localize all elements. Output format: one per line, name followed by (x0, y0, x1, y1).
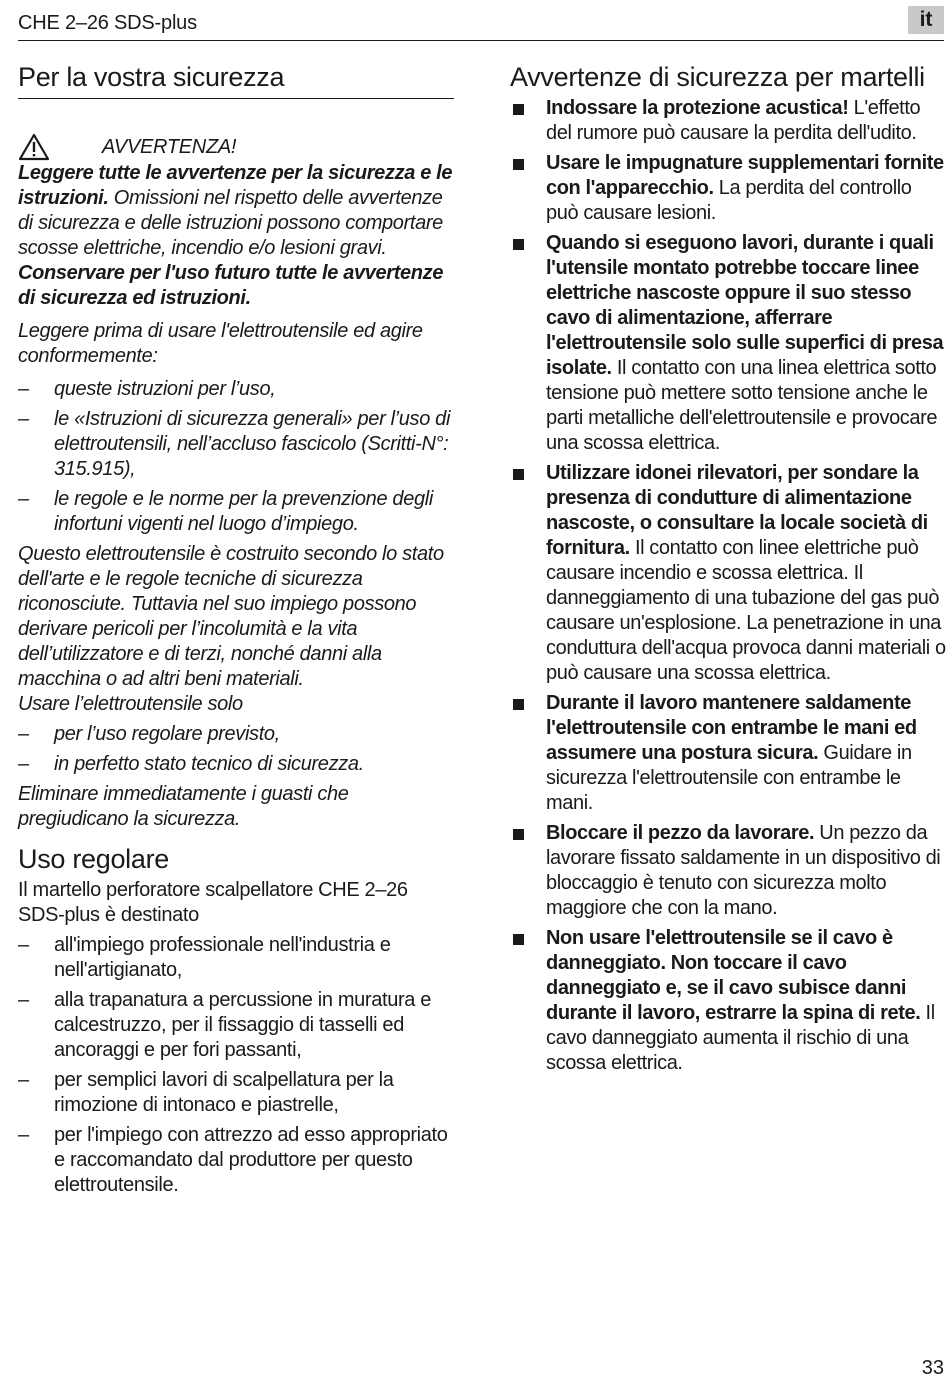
list-item: Usare le impugnature supplementari fornite con l'apparecchio. La perdita del controllo può causare lesioni. (510, 151, 946, 226)
warning-text: Omissioni nel rispetto delle avvertenze di sicurezza e delle istruzioni possono comportare scosse elettriche, incendio e/o lesioni gravi. (18, 187, 443, 259)
list-item: Utilizzare idonei rilevatori, per sondare la presenza di condutture di alimentazione nascoste, o consultare la locale società di fornitura. Il contatto con linee elettriche può causare incendio e scossa elettrica. Il danneggiamento di una tubazione del gas può causare un'esplosione. La penetrazione in una conduttura dell'acqua provoca danni materiali o può causare una scossa elettrica. (510, 461, 946, 686)
bullet-square-icon (513, 934, 524, 945)
list-item: – in perfetto stato tecnico di sicurezza. (18, 753, 364, 775)
list-item: – per l’uso regolare previsto, (18, 723, 280, 745)
warning-paragraph (18, 161, 454, 261)
warning-heading (18, 133, 454, 161)
bullet-square-icon (513, 469, 524, 480)
list-item: – per l'impiego con attrezzo ad esso appropriato e raccomandato dal produttore per questo elettroutensile. (18, 1124, 448, 1196)
left-column (18, 58, 454, 1203)
bullet-square-icon (513, 159, 524, 170)
list-item: Indossare la protezione acustica! L'effetto del rumore può causare la perdita dell'udito. (510, 96, 946, 146)
page-number: 33 (921, 1357, 944, 1379)
section-title-hammer-warnings: Avvertenze di sicurezza per martelli (510, 62, 925, 92)
warning-label: AVVERTENZA! (102, 135, 237, 158)
use-only-text: Usare l’elettroutensile solo (18, 693, 243, 715)
hammer-warnings-list (510, 96, 946, 1076)
right-column (510, 58, 946, 1081)
section-title-intended-use: Uso regolare (18, 844, 169, 874)
list-item: – queste istruzioni per l’uso, (18, 378, 276, 400)
list-item: Bloccare il pezzo da lavorare. Un pezzo da lavorare fissato saldamente in un dispositivo di bloccaggio è tenuto con sicurezza molto maggiore che con la mano. (510, 821, 946, 921)
keep-instructions-text: Conservare per l'uso futuro tutte le avvertenze di sicurezza ed istruzioni. (18, 262, 444, 309)
list-item: Quando si eseguono lavori, durante i quali l'utensile montato potrebbe toccare linee elettriche nascoste oppure il suo stesso cavo di alimentazione, afferrare l'elettroutensile solo sulle superfici di presa isolate. Il contatto con una linea elettrica sotto tensione può mettere sotto tensione anche le parti metalliche dell'elettroutensile e provocare una scossa elettrica. (510, 231, 946, 456)
list-item: – all'impiego professionale nell'industria e nell'artigianato, (18, 934, 391, 981)
list-item: – le «Istruzioni di sicurezza generali» per l’uso di elettroutensili, nell’accluso fascicolo (Scritti-N°: 315.915), (18, 408, 451, 480)
intended-use-intro: Il martello perforatore scalpellatore CHE 2–26 SDS-plus è destinato (18, 879, 408, 926)
document-title: CHE 2–26 SDS-plus (18, 12, 197, 34)
read-list (18, 377, 454, 537)
list-item: – alla trapanatura a percussione in muratura e calcestruzzo, per il fissaggio di tasselli ed ancoraggi e per fori passanti, (18, 989, 432, 1061)
bullet-square-icon (513, 699, 524, 710)
list-item: – per semplici lavori di scalpellatura per la rimozione di intonaco e piastrelle, (18, 1069, 394, 1116)
bullet-square-icon (513, 104, 524, 115)
bullet-square-icon (513, 239, 524, 250)
language-badge: it (908, 6, 944, 34)
warning-bold-text: Leggere tutte le avvertenze per la sicurezza e le istruzioni. (18, 162, 453, 209)
page-header (18, 0, 944, 41)
eliminate-text: Eliminare immediatamente i guasti che pregiudicano la sicurezza. (18, 783, 349, 830)
list-item: Durante il lavoro mantenere saldamente l'elettroutensile con entrambe le mani ed assumere una postura sicura. Guidare in sicurezza l'elettroutensile con entrambe le mani. (510, 691, 946, 816)
list-item: – le regole e le norme per la prevenzione degli infortuni vigenti nel luogo d’impiego. (18, 488, 433, 535)
warning-triangle-icon (18, 133, 50, 161)
built-paragraph: Questo elettroutensile è costruito secondo lo stato dell'arte e le regole tecniche di sicurezza riconosciute. Tuttavia nel suo impiego possono derivare pericoli per l’incolumità e la vita dell’utilizzatore e di terzi, nonché danni alla macchina o ad altri beni materiali. (18, 543, 444, 690)
section-title-safety: Per la vostra sicurezza (18, 58, 454, 99)
list-item: Non usare l'elettroutensile se il cavo è danneggiato. Non toccare il cavo danneggiato e, se il cavo subisce danni durante il lavoro, estrarre la spina di rete. Il cavo danneggiato aumenta il rischio di una scossa elettrica. (510, 926, 946, 1076)
use-only-list (18, 722, 454, 777)
bullet-square-icon (513, 829, 524, 840)
read-intro-text: Leggere prima di usare l'elettroutensile ed agire conformemente: (18, 320, 423, 367)
intended-use-list (18, 933, 454, 1198)
